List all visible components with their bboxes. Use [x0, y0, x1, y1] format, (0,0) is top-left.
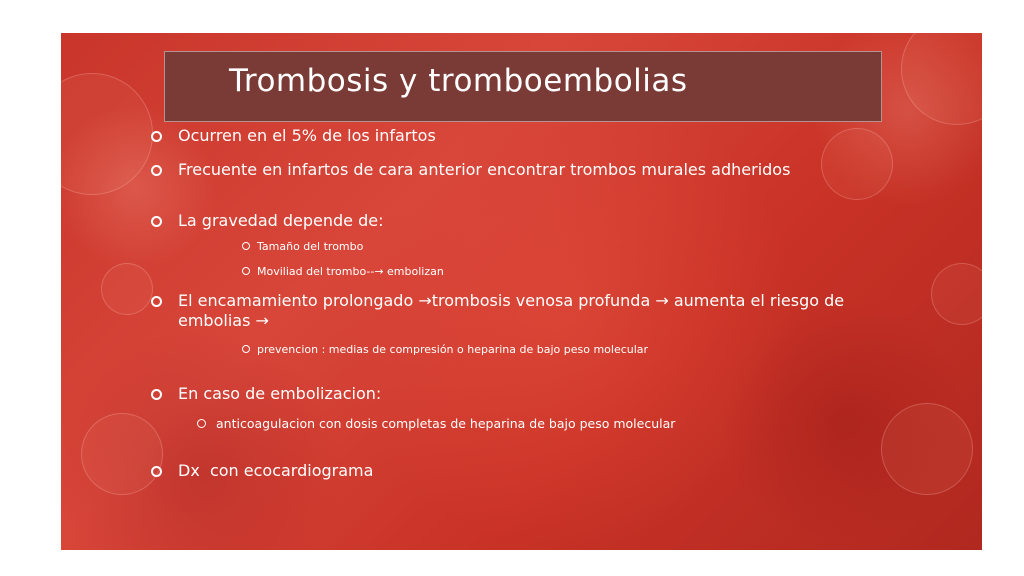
- sub-bullet-item: [242, 265, 842, 278]
- slide-title: Trombosis y tromboembolias: [229, 63, 688, 99]
- bullet-circle-icon: [242, 345, 250, 353]
- bullet-circle-icon: [151, 216, 162, 227]
- bullet-text: La gravedad depende de:: [178, 211, 384, 230]
- bullet-item: [151, 160, 861, 180]
- bullet-item: [151, 211, 851, 231]
- bullet-circle-icon: [151, 131, 162, 142]
- bullet-text: Frecuente en infartos de cara anterior encontrar trombos murales adheridos: [178, 160, 791, 179]
- bullet-circle-icon: [197, 419, 206, 428]
- bullet-item: [151, 461, 851, 481]
- bullet-item: [151, 384, 851, 404]
- bullet-circle-icon: [151, 389, 162, 400]
- bullet-item: [151, 126, 851, 146]
- sub-bullet-text: Moviliad del trombo--→ embolizan: [257, 265, 444, 278]
- bullet-circle-icon: [242, 267, 250, 275]
- sub-bullet-text: anticoagulacion con dosis completas de heparina de bajo peso molecular: [216, 416, 676, 431]
- bullet-item: [151, 291, 881, 331]
- bullet-text: En caso de embolizacion:: [178, 384, 382, 403]
- sub-bullet-item: [242, 240, 842, 253]
- sub-bullet-text: Tamaño del trombo: [257, 240, 364, 253]
- slide: [61, 33, 982, 550]
- bullet-circle-icon: [151, 466, 162, 477]
- bullet-circle-icon: [242, 242, 250, 250]
- bullet-text: El encamamiento prolongado →trombosis venosa profunda → aumenta el riesgo de embolias →: [178, 291, 845, 330]
- bullet-list: [61, 33, 982, 550]
- sub-bullet-item: [242, 343, 832, 356]
- sub-bullet-item: [197, 416, 877, 431]
- bullet-text: Dx con ecocardiograma: [178, 461, 374, 480]
- bullet-circle-icon: [151, 296, 162, 307]
- bullet-text: Ocurren en el 5% de los infartos: [178, 126, 436, 145]
- sub-bullet-text: prevencion : medias de compresión o heparina de bajo peso molecular: [257, 343, 649, 356]
- bullet-circle-icon: [151, 165, 162, 176]
